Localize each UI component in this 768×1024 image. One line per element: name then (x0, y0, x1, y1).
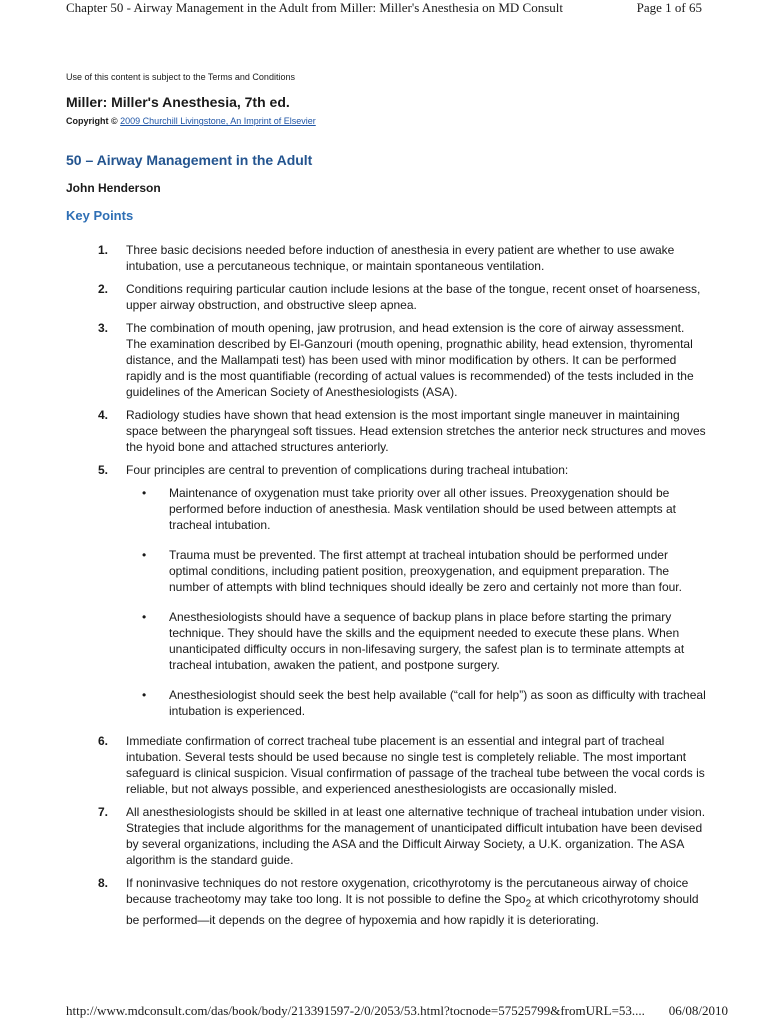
subscript: 2 (525, 898, 532, 910)
key-point-number: 7. (98, 805, 109, 819)
print-footer-date: 06/08/2010 (668, 1003, 728, 1018)
key-point-text-part: at which cricothyrotomy should be performed—it depends on the degree of hypoxemia and how rapidly it is deteriorating. (126, 892, 699, 928)
bullet-icon: • (142, 486, 147, 500)
key-point-number: 1. (98, 243, 109, 257)
bullet-icon: • (142, 688, 147, 702)
principle-item (126, 485, 706, 533)
key-point-5 (66, 462, 706, 719)
key-point-1 (66, 242, 706, 274)
key-point-4 (66, 407, 706, 455)
key-point-number: 5. (98, 463, 109, 477)
copyright-line (66, 116, 316, 126)
key-point-number: 3. (98, 321, 109, 335)
key-point-6 (66, 733, 706, 797)
chapter-title: 50 – Airway Management in the Adult (66, 152, 313, 168)
key-point-text: The combination of mouth opening, jaw protrusion, and head extension is the core of airway assessment. The examination described by El-Ganzouri (mouth opening, prognathic ability, head extension, thyromental distance, and the Mallampati test) has been used with minor modification by others. It can be performed rapidly and is the most quantifiable (recording of actual values is recommended) of the tests included in the guidelines of the American Society of Anesthesiologists (ASA). (126, 321, 694, 399)
author-name: John Henderson (66, 181, 161, 195)
principle-text: Anesthesiologists should have a sequence of backup plans in place before starting the primary technique. They should have the skills and the equipment needed to execute these plans. When unanticipated difficulty occurs in non-lifesaving surgery, the safest plan is to terminate attempts at tracheal intubation, awaken the patient, and postpone surgery. (169, 610, 685, 672)
key-point-7 (66, 804, 706, 868)
key-point-text-part: If noninvasive techniques do not restore oxygenation, cricothyrotomy is the percutaneous airway of choice because tracheotomy may take too long. It is not possible to define the Spo (126, 876, 689, 906)
key-point-number: 8. (98, 876, 109, 890)
key-point-8 (66, 875, 706, 928)
principle-text: Trauma must be prevented. The first attempt at tracheal intubation should be performed under optimal conditions, including patient position, preoxygenation, and equipment preparation. The number of attempts with blind techniques should ideally be zero and certainly not more than four. (169, 548, 682, 594)
key-point-text: Three basic decisions needed before induction of anesthesia in every patient are whether to use awake intubation, use a percutaneous technique, or maintain spontaneous ventilation. (126, 243, 675, 273)
key-point-3 (66, 320, 706, 400)
principle-item (126, 609, 706, 673)
print-header-title: Chapter 50 - Airway Management in the Adult from Miller: Miller's Anesthesia on MD Consult (66, 0, 563, 15)
principle-text: Anesthesiologist should seek the best help available (“call for help”) as soon as difficulty with tracheal intubation is experienced. (169, 688, 706, 718)
bullet-icon: • (142, 610, 147, 624)
key-point-number: 4. (98, 408, 109, 422)
key-point-2 (66, 281, 706, 313)
principle-text: Maintenance of oxygenation must take priority over all other issues. Preoxygenation should be performed before induction of anesthesia. Mask ventilation should be used between attempts at tracheal intubation. (169, 486, 676, 532)
bullet-icon: • (142, 548, 147, 562)
book-title: Miller: Miller's Anesthesia, 7th ed. (66, 94, 290, 110)
principle-item (126, 547, 706, 595)
print-footer-url: http://www.mdconsult.com/das/book/body/213391597-2/0/2053/53.html?tocnode=57525799&fromURL=53.... (66, 1003, 645, 1018)
key-point-text: Immediate confirmation of correct tracheal tube placement is an essential and integral part of tracheal intubation. Several tests should be used because no single test is completely reliable. The most important safeguard is clinical suspicion. Visual confirmation of passage of the tracheal tube between the vocal cords is reliable, but not always possible, and experienced anesthesiologists are occasionally misled. (126, 734, 705, 796)
key-points-list (66, 242, 706, 935)
print-page-number: Page 1 of 65 (636, 0, 702, 15)
key-point-text (126, 876, 699, 927)
key-point-text: All anesthesiologists should be skilled in at least one alternative technique of tracheal intubation under vision. Strategies that include algorithms for the management of unanticipated difficult intubation have been devised by several organizations, including the ASA and the Difficult Airway Society, a U.K. organization. The ASA algorithm is the standard guide. (126, 805, 706, 867)
key-points-heading: Key Points (66, 208, 134, 223)
terms-notice: Use of this content is subject to the Terms and Conditions (66, 72, 295, 82)
key-point-text: Four principles are central to prevention of complications during tracheal intubation: (126, 463, 569, 477)
copyright-label: Copyright © (66, 116, 118, 126)
principle-item (126, 687, 706, 719)
principles-list (126, 485, 706, 719)
key-point-number: 2. (98, 282, 109, 296)
key-point-text: Conditions requiring particular caution include lesions at the base of the tongue, recent onset of hoarseness, upper airway obstruction, and obstructive sleep apnea. (126, 282, 701, 312)
publisher-link[interactable]: 2009 Churchill Livingstone, An Imprint of Elsevier (120, 116, 316, 126)
key-point-text: Radiology studies have shown that head extension is the most important single maneuver in maintaining space between the pharyngeal soft tissues. Head extension stretches the anterior neck structures and moves the hyoid bone and attached structures anteriorly. (126, 408, 706, 454)
key-point-number: 6. (98, 734, 109, 748)
